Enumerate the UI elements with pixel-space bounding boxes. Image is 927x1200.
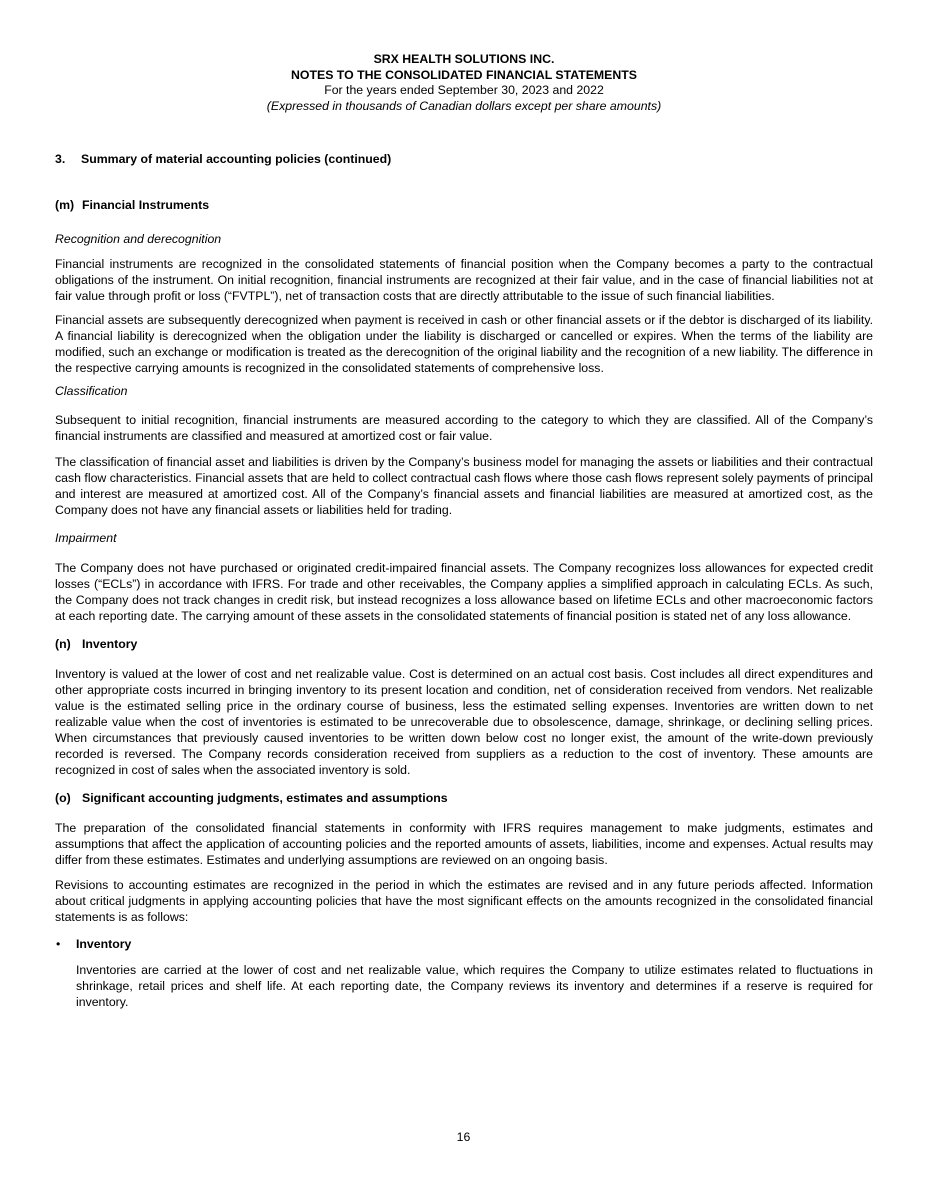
classification-heading: Classification: [55, 384, 128, 398]
recognition-paragraph-1: Financial instruments are recognized in the consolidated statements of financial position when the Company becomes a party to the contractual obligations of the instrument. On initial recognition, financial instruments are recognized at their fair value, and in the case of financial liabilities not at fair value through profit or loss (“FVTPL”), net of transaction costs that are directly attributable to the issue of such financial liabilities.: [55, 257, 873, 303]
impairment-paragraph-1: The Company does not have purchased or originated credit-impaired financial assets. The Company recognizes loss allowances for expected credit losses (“ECLs”) in accordance with IFRS. For trade and other receivables, the Company applies a simplified approach in calculating ECLs. As such, the Company does not track changes in credit risk, but instead recognizes a loss allowance based on lifetime ECLs and other macroeconomic factors at each reporting date. The carrying amount of these assets in the consolidated statements of financial position is stated net of any loss allowance.: [55, 561, 873, 623]
subsection-o-heading: [55, 791, 873, 806]
bullet-inventory-paragraph: Inventories are carried at the lower of cost and net realizable value, which requires the Company to utilize estimates related to fluctuations in shrinkage, retail prices and shelf life. At each reporting date, the Company reviews its inventory and determines if a reserve is required for inventory.: [76, 963, 873, 1009]
section-number: 3.: [55, 152, 66, 166]
company-name: SRX HEALTH SOLUTIONS INC.: [373, 52, 555, 66]
currency-note: (Expressed in thousands of Canadian dollars except per share amounts): [266, 98, 662, 113]
subsection-m-title: Financial Instruments: [82, 198, 210, 212]
subsection-n-label: (n): [55, 637, 71, 651]
bullet-inventory: [55, 937, 873, 952]
recognition-paragraph-2: Financial assets are subsequently derecognized when payment is received in cash or other financial assets or if the debtor is discharged of its liability. A financial liability is derecognized when the obligation under the liability is discharged or cancelled or expires. When the terms of the liability are modified, such an exchange or modification is treated as the derecognition of the original liability and the recognition of a new liability. The difference in the respective carrying amounts is recognized in the consolidated statements of comprehensive loss.: [55, 313, 873, 375]
bullet-icon: •: [56, 937, 61, 951]
classification-paragraph-2: The classification of financial asset and liabilities is driven by the Company’s business model for managing the assets or liabilities and their contractual cash flow characteristics. Financial assets that are held to collect contractual cash flows where those cash flows represent solely payments of principal and interest are measured at amortized cost. All of the Company’s financial assets and financial liabilities are measured at amortized cost, as the Company does not have any financial assets or liabilities held for trading.: [55, 455, 873, 517]
judgments-paragraph-1: The preparation of the consolidated financial statements in conformity with IFRS requires management to make judgments, estimates and assumptions that affect the application of accounting policies and the reported amounts of assets, liabilities, income and expenses. Actual results may differ from these estimates. Estimates and underlying assumptions are reviewed on an ongoing basis.: [55, 821, 873, 867]
document-page: [55, 52, 873, 1010]
recognition-heading: Recognition and derecognition: [55, 232, 222, 246]
subsection-o-label: (o): [55, 791, 71, 805]
subsection-m-heading: [55, 198, 873, 213]
document-header: [55, 52, 873, 114]
classification-paragraph-1: Subsequent to initial recognition, financial instruments are measured according to the category to which they are classified. All of the Company’s financial instruments are classified and measured at amortized cost or fair value.: [55, 413, 873, 443]
section-heading: [55, 152, 873, 167]
subsection-o-title: Significant accounting judgments, estimates and assumptions: [82, 791, 448, 805]
period-line: For the years ended September 30, 2023 and 2022: [324, 83, 604, 97]
document-title: NOTES TO THE CONSOLIDATED FINANCIAL STATEMENTS: [291, 67, 637, 82]
inventory-paragraph-1: Inventory is valued at the lower of cost and net realizable value. Cost is determined on an actual cost basis. Cost includes all direct expenditures and other appropriate costs incurred in bringing inventory to its present location and condition, net of consideration received from vendors. Net realizable value is the estimated selling price in the ordinary course of business, less the estimated selling expenses. Inventories are written down to net realizable value when the cost of inventories is estimated to be unrecoverable due to obsolescence, damage, shrinkage, or declining selling prices. When circumstances that previously caused inventories to be written down below cost no longer exist, the amount of the write-down previously recorded is reversed. The Company records consideration received from suppliers as a reduction to the cost of inventory. These amounts are recognized in cost of sales when the associated inventory is sold.: [55, 667, 873, 777]
subsection-n-heading: [55, 637, 873, 652]
subsection-n-title: Inventory: [82, 637, 138, 651]
impairment-heading: Impairment: [55, 531, 117, 545]
bullet-title: Inventory: [76, 937, 132, 951]
section-title: Summary of material accounting policies (continued): [81, 152, 392, 166]
page-number: 16: [456, 1130, 471, 1144]
judgments-paragraph-2: Revisions to accounting estimates are recognized in the period in which the estimates are revised and in any future periods affected. Information about critical judgments in applying accounting policies that have the most significant effects on the amounts recognized in the consolidated financial statements is as follows:: [55, 878, 873, 924]
subsection-m-label: (m): [55, 198, 75, 212]
